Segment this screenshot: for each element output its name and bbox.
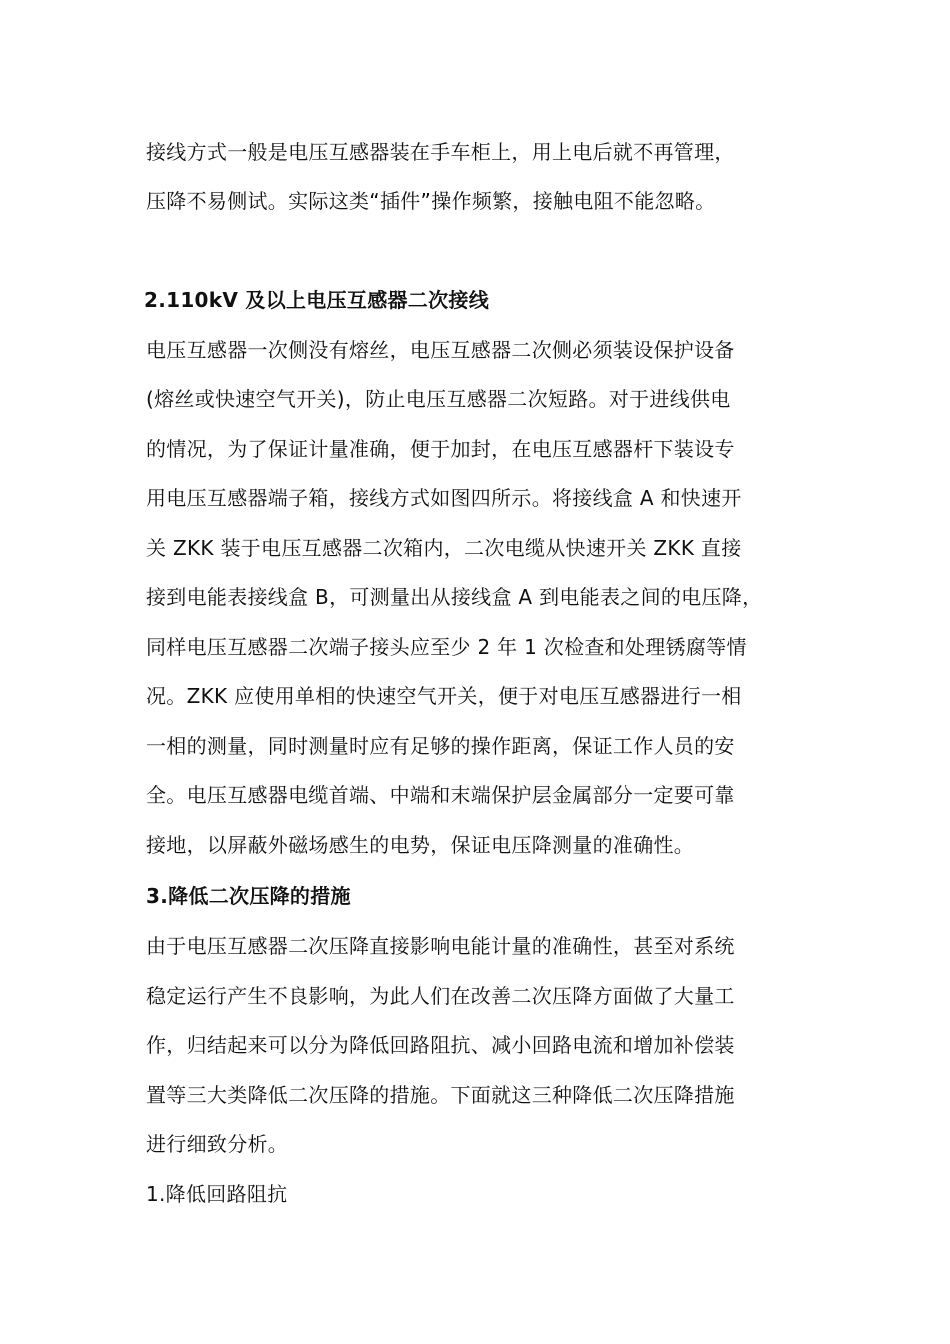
section-2-line-11: 接地，以屏蔽外磁场感生的电势，保证电压降测量的准确性。	[146, 833, 695, 857]
section-2-heading: 2.110kV 及以上电压互感器二次接线	[144, 288, 490, 312]
section-2-line-8: 况。ZKK 应使用单相的快速空气开关，便于对电压互感器进行一相	[146, 684, 742, 708]
section-2-line-5: 关 ZKK 装于电压互感器二次箱内，二次电缆从快速开关 ZKK 直接	[146, 536, 742, 560]
intro-line-2: 压降不易侧试。实际这类“插件”操作频繁，接触电阻不能忽略。	[146, 189, 716, 213]
section-2-line-4: 用电压互感器端子箱，接线方式如图四所示。将接线盒 A 和快速开	[146, 486, 742, 510]
section-3-line-5: 进行细致分析。	[146, 1132, 289, 1156]
subsection-1-heading: 1.降低回路阻抗	[146, 1182, 288, 1206]
section-3-line-3: 作，归结起来可以分为降低回路阻抗、减小回路电流和增加补偿装	[146, 1033, 735, 1057]
section-3-line-2: 稳定运行产生不良影响，为此人们在改善二次压降方面做了大量工	[146, 984, 735, 1008]
section-2-line-2: (熔丝或快速空气开关)，防止电压互感器二次短路。对于进线供电	[146, 387, 731, 411]
section-2-line-1: 电压互感器一次侧没有熔丝，电压互感器二次侧必须装设保护设备	[146, 338, 735, 362]
section-3-heading: 3.降低二次压降的措施	[146, 884, 351, 908]
section-2-line-10: 全。电压互感器电缆首端、中端和末端保护层金属部分一定要可靠	[146, 783, 735, 807]
section-3-line-1: 由于电压互感器二次压降直接影响电能计量的准确性，甚至对系统	[146, 934, 735, 958]
intro-line-1: 接线方式一般是电压互感器装在手车柜上，用上电后就不再管理，	[146, 140, 735, 164]
section-2-line-7: 同样电压互感器二次端子接头应至少 2 年 1 次检查和处理锈腐等情	[146, 635, 747, 659]
section-2-line-3: 的情况，为了保证计量准确，便于加封，在电压互感器杆下装设专	[146, 437, 735, 461]
section-2-line-6: 接到电能表接线盒 B，可测量出从接线盒 A 到电能表之间的电压降，	[146, 585, 763, 609]
section-3-line-4: 置等三大类降低二次压降的措施。下面就这三种降低二次压降措施	[146, 1083, 735, 1107]
section-2-line-9: 一相的测量，同时测量时应有足够的操作距离，保证工作人员的安	[146, 734, 735, 758]
